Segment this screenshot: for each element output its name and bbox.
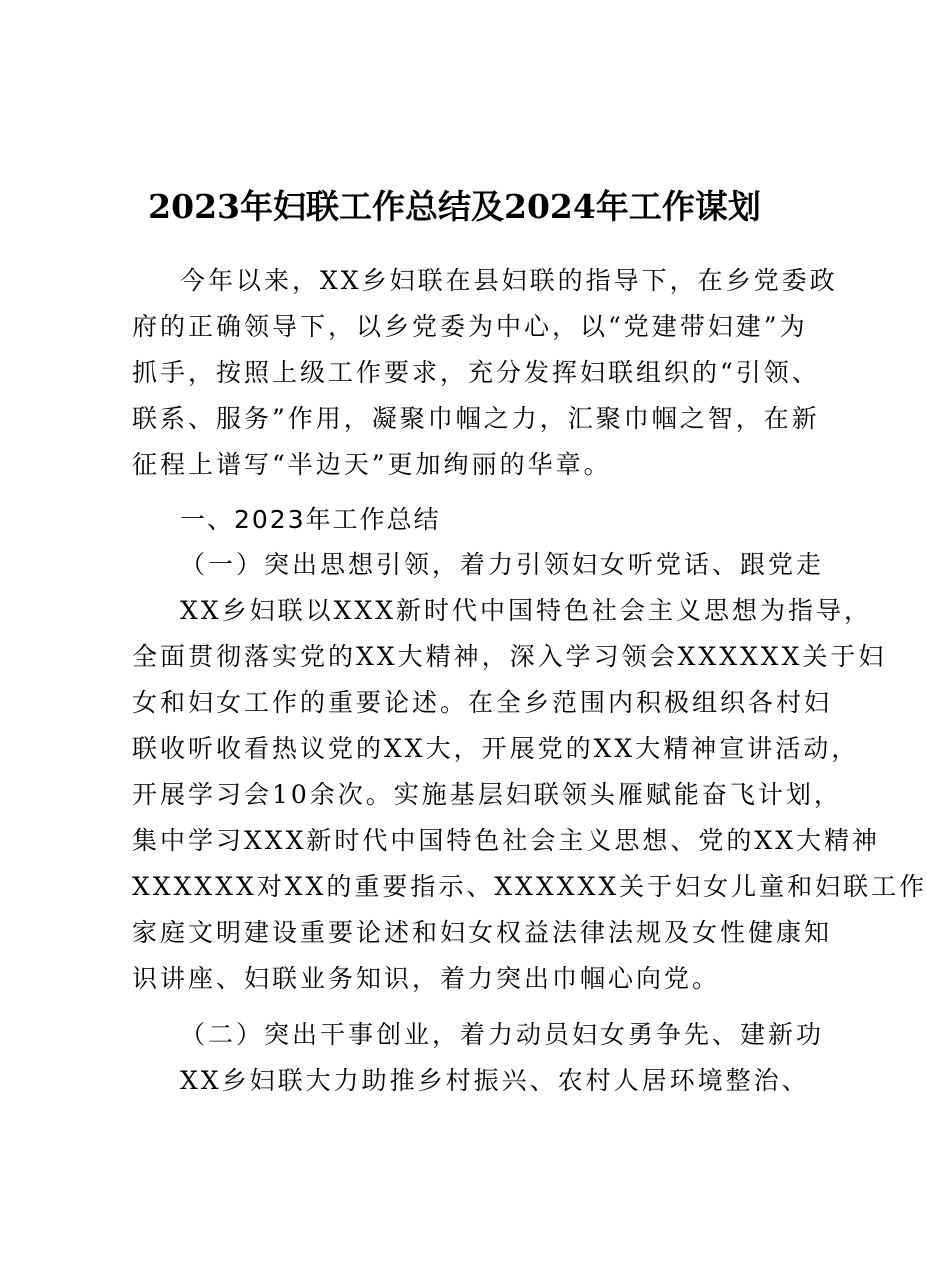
- paragraph-line: 抓手，按照上级工作要求，充分发挥妇联组织的“引领、: [132, 358, 820, 387]
- paragraph-line: 征程上谱写“半边天”更加绚丽的华章。: [132, 450, 612, 479]
- paragraph-line: XXXXXX对XX的重要指示、XXXXXX关于妇女儿童和妇联工作: [132, 872, 927, 901]
- paragraph-line: 全面贯彻落实党的XX大精神，深入学习领会XXXXXX关于妇: [132, 642, 887, 671]
- paragraph-line: 家庭文明建设重要论述和妇女权益法律法规及女性健康知: [132, 918, 833, 947]
- section-heading: 一、2023年工作总结: [180, 505, 441, 534]
- paragraph-line: 女和妇女工作的重要论述。在全乡范围内积极组织各村妇: [132, 688, 833, 717]
- paragraph-line: 联收听收看热议党的XX大，开展党的XX大精神宣讲活动，: [132, 734, 860, 763]
- paragraph-line: 集中学习XXX新时代中国特色社会主义思想、党的XX大精神: [132, 826, 880, 855]
- subsection-heading: （二）突出干事创业，着力动员妇女勇争先、建新功: [180, 1020, 825, 1049]
- paragraph-line: XX乡妇联以XXX新时代中国特色社会主义思想为指导，: [180, 596, 872, 625]
- paragraph-line: 今年以来，XX乡妇联在县妇联的指导下，在乡党委政: [180, 266, 838, 295]
- paragraph-line: XX乡妇联大力助推乡村振兴、农村人居环境整治、: [180, 1066, 810, 1095]
- paragraph-line: 开展学习会10余次。实施基层妇联领头雁赋能奋飞计划，: [132, 780, 842, 809]
- document-title: 2023年妇联工作总结及2024年工作谋划: [148, 187, 761, 226]
- paragraph-line: 府的正确领导下，以乡党委为中心，以“党建带妇建”为: [132, 312, 808, 341]
- paragraph-line: 识讲座、妇联业务知识，着力突出巾帼心向党。: [132, 964, 721, 993]
- subsection-heading: （一）突出思想引领，着力引领妇女听党话、跟党走: [180, 550, 825, 579]
- paragraph-line: 联系、服务”作用，凝聚巾帼之力，汇聚巾帼之智，在新: [132, 404, 820, 433]
